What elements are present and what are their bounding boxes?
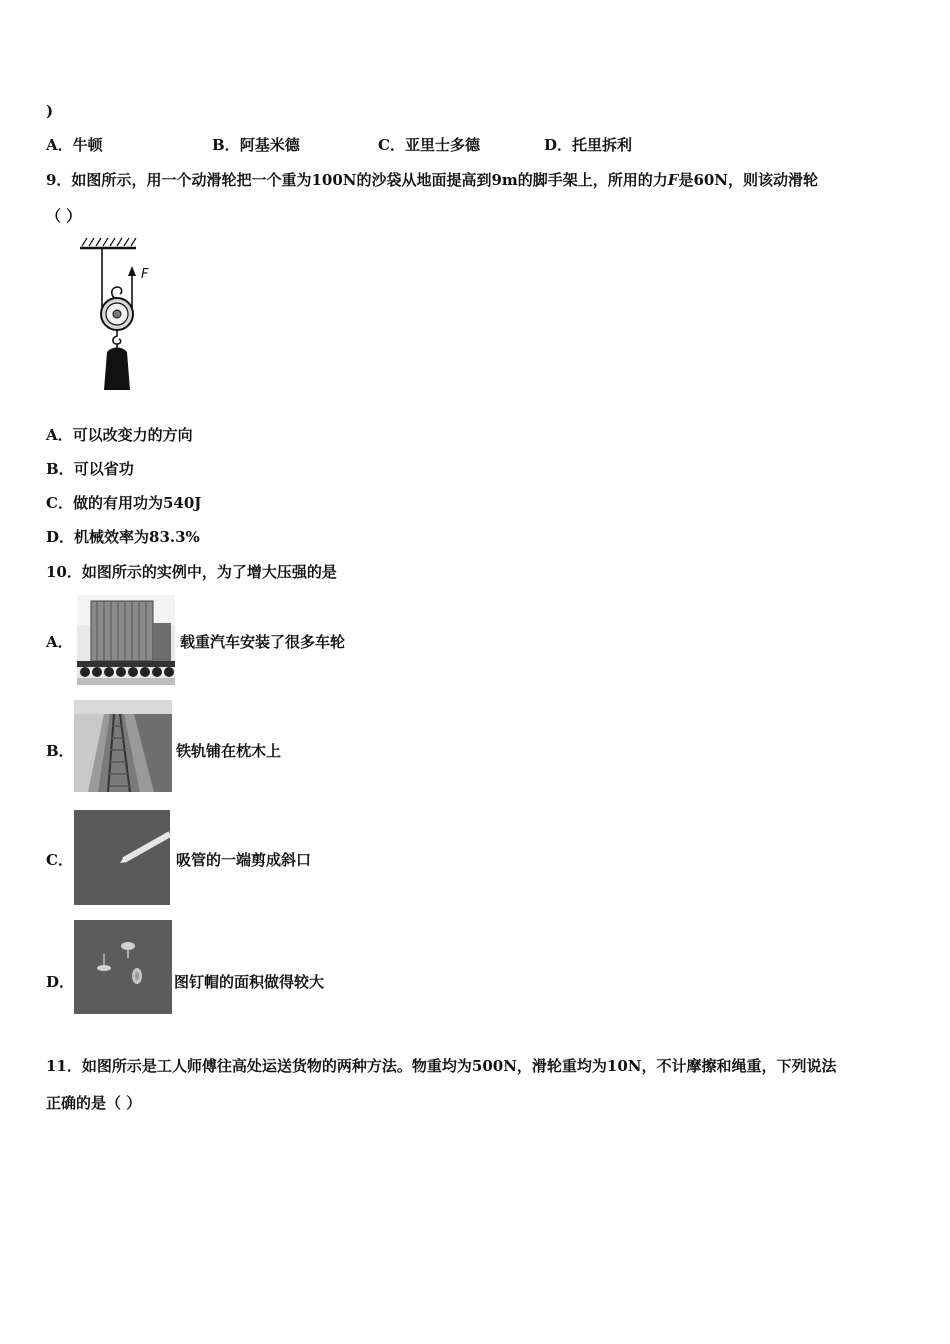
option-letter: B． [46,460,74,478]
truck-photo [77,595,175,685]
q8-option-b[interactable] [212,135,300,155]
q10-option-a-letter[interactable]: A． [46,633,73,651]
q8-option-a[interactable] [46,135,103,155]
option-text: 托里拆利 [572,136,633,154]
option-letter: D． [46,528,75,546]
straw-photo [74,810,170,905]
q10-option-d-letter[interactable]: D． [46,973,75,991]
q9-stem [46,170,818,190]
force-arrow-icon [128,266,136,276]
q10-option-b-letter[interactable]: B． [46,742,74,760]
option-text: 亚里士多德 [404,136,480,154]
q9-option-c[interactable] [46,493,201,513]
movable-pulley-figure [74,234,174,394]
force-label: F [141,267,149,282]
option-text: 阿基米德 [239,136,300,154]
q10-stem: 10．如图所示的实例中，为了增大压强的是 [46,563,337,581]
option-text: 做的有用功为540J [72,494,202,512]
option-letter: D． [544,136,573,154]
option-letter: A． [46,426,73,444]
previous-question-tail: ) [46,102,54,120]
q10-option-d-text: 图钉帽的面积做得较大 [174,973,325,991]
q11-stem-line1: 11．如图所示是工人师傅往高处运送货物的两种方法。物重均为500N，滑轮重均为10N，不计摩擦和绳重，下列说法 [46,1057,837,1075]
option-text: 可以省功 [73,460,134,478]
q8-option-c[interactable] [378,135,480,155]
q9-stem-part1: 9．如图所示，用一个动滑轮把一个重为100N的沙袋从地面提高到9m的脚手架上，所用的力 [46,171,668,189]
q9-option-a[interactable] [46,425,193,445]
option-text: 机械效率为83.3% [74,528,200,546]
q9-force-variable: F [667,171,679,189]
thumbtack-photo [74,920,172,1014]
option-letter: A． [46,136,73,154]
q9-stem-part2: 是60N，则该动滑轮 [678,171,819,189]
option-text: 可以改变力的方向 [72,426,193,444]
q9-option-d[interactable] [46,527,200,547]
option-text: 牛顿 [72,136,103,154]
option-letter: B． [212,136,240,154]
q8-option-d[interactable] [544,135,632,155]
q9-answer-bracket: （ ） [46,207,82,225]
q11-stem-line2: 正确的是（ ） [46,1094,142,1112]
option-letter: C． [378,136,405,154]
q10-option-c-letter[interactable]: C． [46,851,73,869]
sandbag-icon [104,348,130,391]
option-letter: C． [46,494,73,512]
railway-photo [74,700,172,792]
q9-option-b[interactable] [46,459,134,479]
q10-option-b-text: 铁轨铺在枕木上 [176,742,282,760]
q10-option-c-text: 吸管的一端剪成斜口 [176,851,312,869]
q10-option-a-text: 载重汽车安装了很多车轮 [180,633,346,651]
